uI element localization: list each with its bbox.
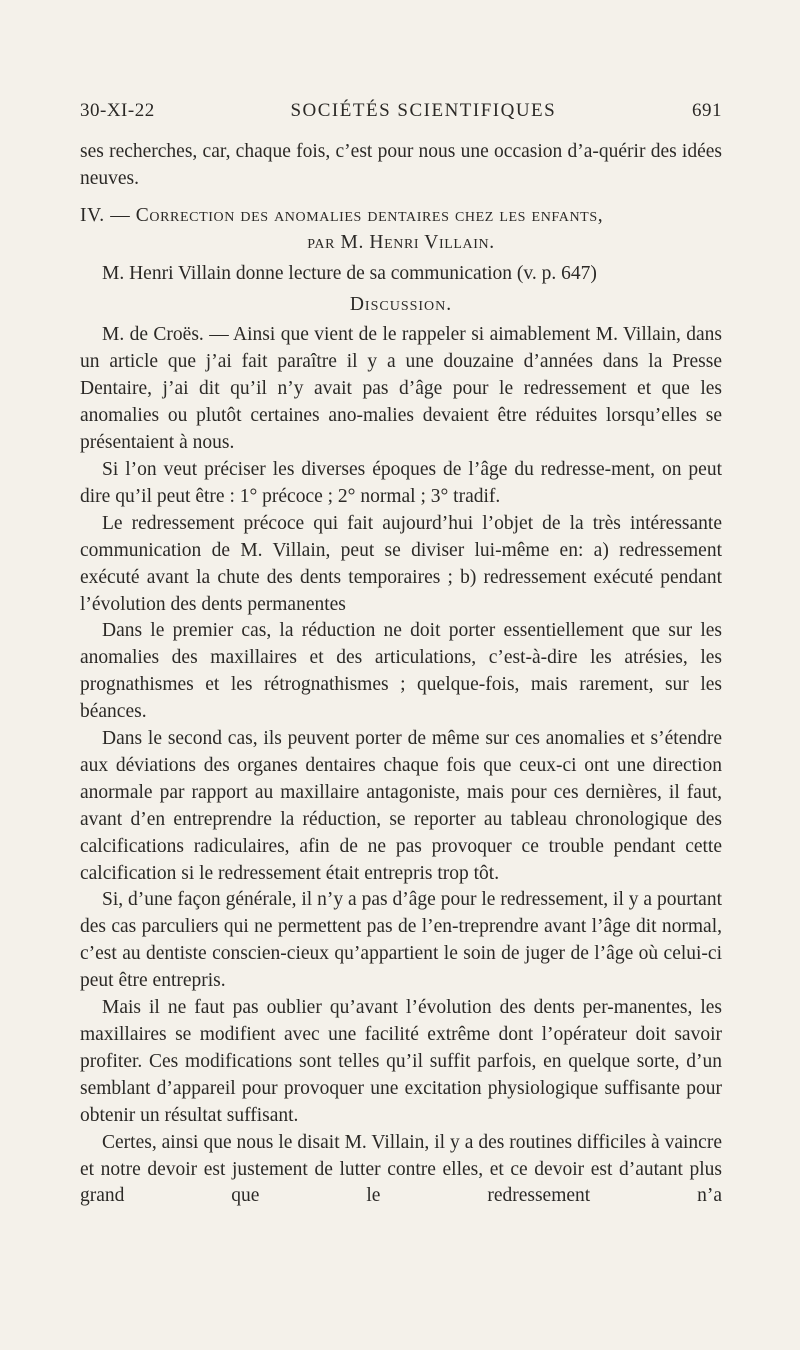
paragraph: Dans le second cas, ils peuvent porter de même sur ces anomalies et s’étendre aux déviations des organes dentaires chaque fois que ceux-ci ont une direction anormale par rapport au maxillaire antagoniste, mais pour ces dernières, il faut, avant d’en entreprendre la réduction, se reporter au tableau chronologique des calcifications radiculaires, afin de ne pas provoquer ce trouble pendant cette calcification si le redressement était entrepris trop tôt. — [80, 728, 722, 884]
running-header — [80, 100, 722, 122]
body-text — [80, 139, 722, 1210]
page-number: 691 — [692, 100, 722, 121]
paragraph: Certes, ainsi que nous le disait M. Villain, il y a des routines difficiles à vaincre et notre devoir est justement de lutter contre elles, et ce devoir est d’autant plus grand que le redressement n’a — [80, 1131, 722, 1207]
discussion-heading: Discussion. — [349, 293, 453, 315]
paragraph: Si l’on veut préciser les diverses époques de l’âge du redresse-ment, on peut dire qu’il peut être : 1° précoce ; 2° normal ; 3° tradif. — [80, 458, 722, 507]
paragraph: Si, d’une façon générale, il n’y a pas d’âge pour le redressement, il y a pourtant des cas parculiers qui ne permettent pas de l’en-treprendre avant l’âge dit normal, c’est au dentiste conscien-cieux qu’appartient le soin de juger de l’âge où celui-ci peut être entrepris. — [80, 889, 722, 992]
paragraph: Le redressement précoce qui fait aujourd’hui l’objet de la très intéressante communication de M. Villain, peut se diviser lui-même en: a) redressement exécuté avant la chute des dents temporaires ; b) redressement exécuté pendant l’évolution des dents permanentes — [80, 512, 722, 615]
paragraph: Dans le premier cas, la réduction ne doit porter essentiellement que sur les anomalies des maxillaires et des articulations, c’est-à-dire les atrésies, les prognathismes et les rétrognathismes ; quelque-fois, mais rarement, sur les béances. — [80, 620, 722, 723]
paragraph: M. Henri Villain donne lecture de sa communication (v. p. 647) — [102, 262, 597, 284]
section-heading-author: par M. Henri Villain. — [307, 231, 495, 253]
paragraph: M. de Croës. — Ainsi que vient de le rappeler si aimablement M. Villain, dans un article que j’ai fait paraître il y a une douzaine d’années dans la Presse Dentaire, j’ai dit qu’il n’y avait pas d’âge pour le redressement et que les anomalies ou plutôt certaines ano-malies devaient être réduites lorsqu’elles se présentaient à nous. — [80, 324, 722, 454]
header-title: SOCIÉTÉS SCIENTIFIQUES — [290, 100, 557, 121]
header-date: 30-XI-22 — [80, 100, 155, 121]
paragraph: ses recherches, car, chaque fois, c’est pour nous une occasion d’a-quérir des idées neuves. — [80, 141, 722, 189]
section-heading: IV. — Correction des anomalies dentaires chez les enfants, — [80, 204, 604, 226]
paragraph: Mais il ne faut pas oublier qu’avant l’évolution des dents per-manentes, les maxillaires se modifient avec une facilité extrême dont l’opérateur doit savoir profiter. Ces modifications sont telles qu’il suffit parfois, en quelque sorte, d’un semblant d’appareil pour provoquer une excitation physiologique suffisante pour obtenir un résultat suffisant. — [80, 997, 722, 1126]
